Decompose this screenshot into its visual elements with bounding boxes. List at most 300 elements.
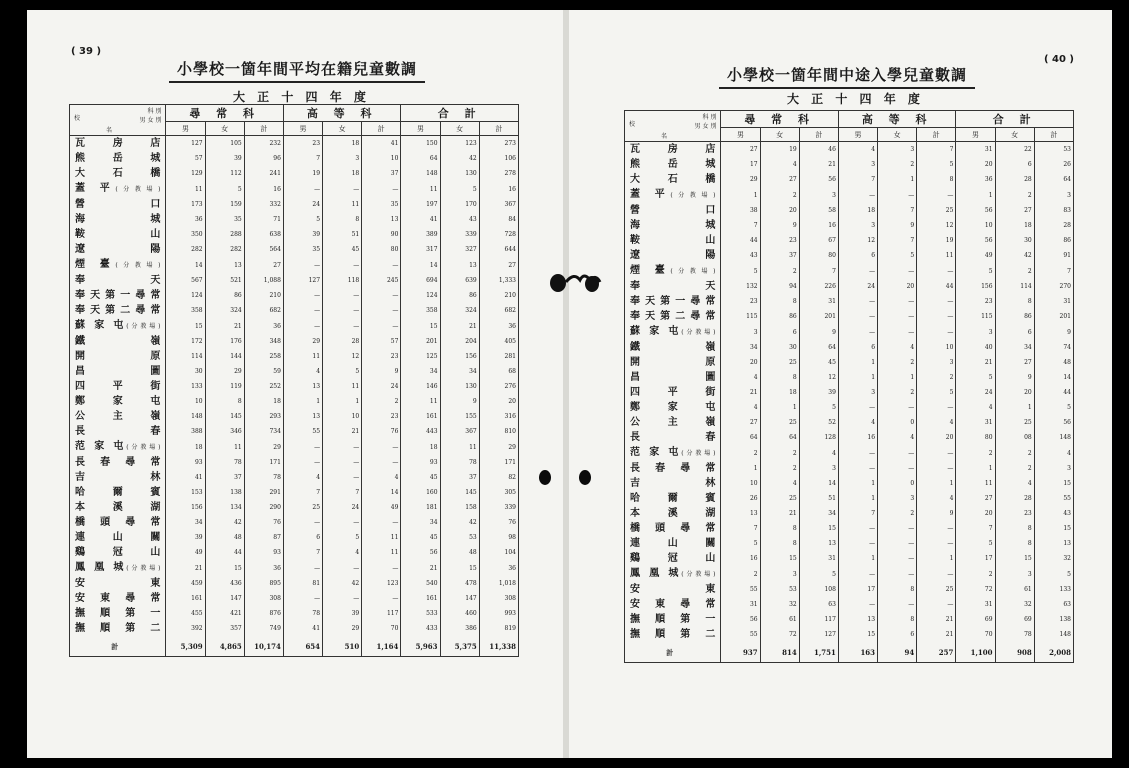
school-name: 四 平 街: [70, 379, 166, 394]
sub-header: 女: [995, 128, 1034, 142]
table-cell: 421: [205, 606, 244, 621]
school-name: 蓋 平(分教場): [625, 187, 721, 203]
table-cell: —: [878, 597, 917, 612]
school-name: 哈 爾 賓: [70, 485, 166, 500]
table-cell: —: [838, 294, 877, 309]
table-cell: 27: [995, 203, 1034, 218]
table-cell: 147: [205, 591, 244, 606]
table-cell: 127: [799, 627, 838, 642]
school-name: 鳳 凰 城(分教場): [625, 566, 721, 582]
table-cell: 28: [1034, 218, 1073, 233]
table-cell: 18: [323, 166, 362, 181]
school-name: 吉 林: [70, 470, 166, 485]
table-cell: 4: [760, 476, 799, 491]
table-cell: 36: [956, 172, 995, 187]
table-cell: 201: [1034, 309, 1073, 324]
table-cell: 21: [721, 385, 760, 400]
table-cell: 42: [323, 576, 362, 591]
school-name: 昌 圖: [625, 370, 721, 385]
table-cell: 27: [479, 257, 518, 273]
table-cell: 9: [760, 218, 799, 233]
school-name: 長 春: [70, 424, 166, 439]
school-name: 奉 天: [70, 273, 166, 288]
table-cell: 148: [166, 409, 205, 424]
table-cell: —: [362, 303, 401, 318]
table-row: [625, 187, 1074, 203]
table-cell: 10: [721, 476, 760, 491]
school-name: 連 山 關: [625, 536, 721, 551]
table-cell: —: [283, 455, 322, 470]
table-row: [70, 136, 519, 152]
table-cell: 12: [838, 233, 877, 248]
table-cell: 241: [244, 166, 283, 181]
table-cell: 160: [401, 485, 440, 500]
table-cell: 11: [956, 476, 995, 491]
table-row: [625, 430, 1074, 445]
table-cell: 16: [479, 181, 518, 197]
table-cell: 1: [917, 551, 956, 566]
binding-hole: [539, 470, 551, 485]
table-cell: 346: [205, 424, 244, 439]
right-page: [569, 10, 1112, 758]
table-cell: 3: [838, 218, 877, 233]
page-number: ( 40 ): [1043, 54, 1074, 65]
table-cell: 148: [1034, 430, 1073, 445]
table-cell: 682: [479, 303, 518, 318]
table-cell: 9: [362, 364, 401, 379]
table-cell: 23: [995, 506, 1034, 521]
school-name: 長 春 尋 常: [625, 461, 721, 476]
table-cell: 63: [799, 597, 838, 612]
table-cell: —: [323, 439, 362, 455]
table-cell: 57: [362, 334, 401, 349]
table-cell: 348: [244, 334, 283, 349]
table-cell: 124: [166, 288, 205, 303]
school-name: 長 春: [625, 430, 721, 445]
table-cell: 3: [838, 157, 877, 172]
table-cell: 55: [721, 582, 760, 597]
school-name: 撫 順 第 一: [70, 606, 166, 621]
table-cell: 7: [956, 521, 995, 536]
table-cell: 27: [244, 257, 283, 273]
page-title: 小學校一箇年間平均在籍兒童數調: [169, 58, 425, 83]
table-cell: 170: [440, 197, 479, 212]
total-cell: 654: [283, 636, 322, 657]
table-cell: 134: [205, 500, 244, 515]
table-cell: 13: [838, 612, 877, 627]
table-cell: 41: [362, 136, 401, 152]
table-cell: 1,333: [479, 273, 518, 288]
table-row: [70, 439, 519, 455]
table-cell: 56: [956, 233, 995, 248]
table-cell: —: [838, 187, 877, 203]
sub-header: 計: [479, 122, 518, 136]
table-cell: 155: [440, 409, 479, 424]
table-row: [625, 370, 1074, 385]
table-cell: 2: [917, 370, 956, 385]
table-cell: 72: [956, 582, 995, 597]
table-cell: 521: [205, 273, 244, 288]
table-cell: 7: [283, 545, 322, 560]
table-cell: 69: [995, 612, 1034, 627]
table-corner-header: 科 別 男 女 別 校 名: [625, 111, 721, 142]
table-row: [625, 309, 1074, 324]
table-cell: 4: [917, 415, 956, 430]
sub-header: 計: [244, 122, 283, 136]
table-row: [625, 445, 1074, 461]
school-name: 吉 林: [625, 476, 721, 491]
school-name: 橋 頭 尋 常: [70, 515, 166, 530]
table-cell: 11: [440, 439, 479, 455]
table-row: [625, 355, 1074, 370]
table-cell: 19: [917, 233, 956, 248]
table-cell: 4: [838, 142, 877, 158]
table-cell: 270: [1034, 279, 1073, 294]
table-cell: 6: [878, 627, 917, 642]
branch-note: (分教場): [670, 192, 716, 199]
table-cell: 70: [362, 621, 401, 636]
page-subtitle: 大 正 十 四 年 度: [233, 90, 370, 104]
table-cell: 8: [760, 536, 799, 551]
table-cell: 15: [799, 521, 838, 536]
table-cell: 197: [401, 197, 440, 212]
table-cell: 48: [440, 545, 479, 560]
table-body: [70, 136, 519, 657]
table-cell: 132: [721, 279, 760, 294]
branch-note: (分教場): [681, 450, 716, 457]
table-cell: 105: [205, 136, 244, 152]
table-cell: 74: [1034, 340, 1073, 355]
table-cell: —: [283, 288, 322, 303]
table-cell: 2: [956, 566, 995, 582]
table-cell: 70: [956, 627, 995, 642]
table-cell: 53: [440, 530, 479, 545]
table-cell: 4: [721, 370, 760, 385]
table-row: [70, 273, 519, 288]
table-cell: 5: [917, 385, 956, 400]
table-cell: —: [362, 439, 401, 455]
table-cell: —: [917, 309, 956, 324]
table-cell: 156: [956, 279, 995, 294]
table-cell: 13: [721, 506, 760, 521]
table-row: [625, 461, 1074, 476]
table-cell: 24: [838, 279, 877, 294]
table-cell: 339: [479, 500, 518, 515]
table-cell: 10: [323, 409, 362, 424]
table-cell: 4: [283, 364, 322, 379]
table-cell: 93: [244, 545, 283, 560]
table-cell: 118: [323, 273, 362, 288]
group-header: 尋 常 科: [166, 105, 283, 122]
table-cell: 1: [721, 187, 760, 203]
table-cell: 810: [479, 424, 518, 439]
table-cell: —: [917, 445, 956, 461]
table-cell: 45: [401, 530, 440, 545]
table-row: [70, 212, 519, 227]
table-cell: 25: [917, 582, 956, 597]
total-cell: 1,751: [799, 642, 838, 663]
table-cell: 38: [721, 203, 760, 218]
table-row: [625, 279, 1074, 294]
table-cell: 37: [205, 470, 244, 485]
table-cell: —: [283, 591, 322, 606]
table-cell: 42: [440, 515, 479, 530]
table-cell: 76: [244, 515, 283, 530]
table-cell: 2: [995, 461, 1034, 476]
mid-year-admission-table: [624, 110, 1074, 663]
table-cell: 405: [479, 334, 518, 349]
table-cell: 21: [401, 560, 440, 576]
table-cell: 389: [401, 227, 440, 242]
table-cell: 2: [878, 506, 917, 521]
school-name: 公 主 嶺: [70, 409, 166, 424]
table-cell: 43: [1034, 506, 1073, 521]
table-cell: 5: [799, 400, 838, 415]
table-cell: 11: [283, 349, 322, 364]
table-cell: 25: [917, 203, 956, 218]
table-cell: 117: [799, 612, 838, 627]
table-cell: 1: [917, 476, 956, 491]
group-header: 高 等 科: [283, 105, 400, 122]
school-name: 煙 臺(分教場): [70, 257, 166, 273]
table-cell: 26: [721, 491, 760, 506]
sub-header: 計: [362, 122, 401, 136]
table-cell: 51: [323, 227, 362, 242]
sub-header: 女: [323, 122, 362, 136]
table-cell: 4: [995, 476, 1034, 491]
table-cell: —: [362, 288, 401, 303]
table-cell: 21: [205, 318, 244, 334]
school-name: 鞍 山: [70, 227, 166, 242]
table-cell: 5: [283, 212, 322, 227]
table-cell: 98: [479, 530, 518, 545]
group-header: 尋 常 科: [721, 111, 838, 128]
table-cell: 20: [721, 355, 760, 370]
table-cell: 58: [799, 203, 838, 218]
table-cell: 291: [244, 485, 283, 500]
table-cell: 145: [440, 485, 479, 500]
table-cell: 308: [244, 591, 283, 606]
table-cell: 36: [244, 318, 283, 334]
table-cell: 27: [760, 172, 799, 187]
table-cell: —: [917, 400, 956, 415]
table-cell: 45: [799, 355, 838, 370]
table-cell: —: [838, 597, 877, 612]
table-cell: 81: [283, 576, 322, 591]
school-name: 本 溪 湖: [70, 500, 166, 515]
table-cell: 39: [205, 151, 244, 166]
table-cell: 159: [205, 197, 244, 212]
table-row: [70, 242, 519, 257]
table-cell: 357: [205, 621, 244, 636]
table-row: [625, 172, 1074, 187]
table-cell: 31: [799, 551, 838, 566]
table-cell: —: [878, 309, 917, 324]
table-cell: 115: [956, 309, 995, 324]
table-cell: 30: [995, 233, 1034, 248]
table-cell: 84: [479, 212, 518, 227]
table-cell: 23: [956, 294, 995, 309]
school-name: 開 原: [70, 349, 166, 364]
table-cell: 123: [440, 136, 479, 152]
table-cell: 5: [323, 364, 362, 379]
school-name: 鄭 家 屯: [625, 400, 721, 415]
table-cell: —: [878, 566, 917, 582]
table-cell: 133: [166, 379, 205, 394]
table-cell: 19: [760, 142, 799, 158]
table-cell: 10: [166, 394, 205, 409]
table-cell: —: [917, 263, 956, 279]
sub-header: 男: [721, 128, 760, 142]
table-cell: —: [917, 324, 956, 340]
table-cell: 9: [917, 506, 956, 521]
table-cell: 459: [166, 576, 205, 591]
school-name: 鷄 冠 山: [70, 545, 166, 560]
table-cell: 125: [401, 349, 440, 364]
table-cell: 34: [401, 364, 440, 379]
school-name: 鄭 家 屯: [70, 394, 166, 409]
table-cell: 14: [362, 485, 401, 500]
table-cell: —: [283, 303, 322, 318]
school-name: 本 溪 湖: [625, 506, 721, 521]
table-cell: 819: [479, 621, 518, 636]
table-cell: 317: [401, 242, 440, 257]
table-cell: 16: [721, 551, 760, 566]
table-cell: —: [283, 181, 322, 197]
table-cell: 3: [721, 324, 760, 340]
table-cell: 156: [166, 500, 205, 515]
table-cell: 8: [323, 212, 362, 227]
table-cell: 114: [995, 279, 1034, 294]
table-cell: 148: [401, 166, 440, 181]
table-cell: 86: [760, 309, 799, 324]
sub-header: 女: [878, 128, 917, 142]
table-cell: 20: [878, 279, 917, 294]
table-cell: 23: [362, 349, 401, 364]
enrollment-table: [69, 104, 519, 657]
table-cell: —: [917, 187, 956, 203]
table-cell: —: [878, 551, 917, 566]
table-cell: 4: [956, 400, 995, 415]
table-cell: 25: [760, 491, 799, 506]
table-cell: 69: [956, 612, 995, 627]
total-cell: 10,174: [244, 636, 283, 657]
table-cell: 42: [440, 151, 479, 166]
table-cell: 28: [995, 491, 1034, 506]
branch-note: (分教場): [681, 329, 716, 336]
table-cell: 4: [362, 470, 401, 485]
table-cell: 104: [479, 545, 518, 560]
table-cell: 876: [244, 606, 283, 621]
school-name: 奉天第一尋常: [70, 288, 166, 303]
school-name: 撫 順 第 二: [625, 627, 721, 642]
table-cell: 8: [878, 582, 917, 597]
sub-header: 計: [917, 128, 956, 142]
table-cell: 7: [1034, 263, 1073, 279]
table-cell: 63: [1034, 597, 1073, 612]
table-cell: 7: [878, 203, 917, 218]
table-cell: 3: [1034, 461, 1073, 476]
school-name: 奉天第二尋常: [625, 309, 721, 324]
table-cell: 18: [995, 218, 1034, 233]
table-cell: 367: [479, 197, 518, 212]
table-cell: —: [878, 400, 917, 415]
table-cell: 115: [721, 309, 760, 324]
total-cell: 5,375: [440, 636, 479, 657]
table-cell: 93: [401, 455, 440, 470]
table-cell: 78: [995, 627, 1034, 642]
branch-note: (分教場): [115, 262, 161, 269]
table-cell: 147: [440, 591, 479, 606]
table-cell: 204: [440, 334, 479, 349]
table-cell: 119: [205, 379, 244, 394]
table-cell: 436: [205, 576, 244, 591]
table-cell: 392: [166, 621, 205, 636]
table-cell: 455: [166, 606, 205, 621]
table-row: [70, 485, 519, 500]
table-cell: 31: [799, 294, 838, 309]
table-cell: 20: [995, 385, 1034, 400]
school-name: 蓋 平(分教場): [70, 181, 166, 197]
table-cell: 15: [1034, 476, 1073, 491]
table-cell: 27: [721, 415, 760, 430]
table-cell: 80: [362, 242, 401, 257]
table-cell: 433: [401, 621, 440, 636]
table-row: [625, 627, 1074, 642]
table-cell: 21: [917, 612, 956, 627]
table-row: [625, 142, 1074, 158]
table-cell: 2: [760, 461, 799, 476]
table-cell: 10: [362, 151, 401, 166]
table-row: [70, 409, 519, 424]
school-name: 海 城: [70, 212, 166, 227]
table-cell: 24: [362, 379, 401, 394]
table-cell: 7: [323, 485, 362, 500]
table-cell: 388: [166, 424, 205, 439]
table-cell: —: [838, 521, 877, 536]
table-cell: 3: [799, 187, 838, 203]
table-cell: 2: [760, 263, 799, 279]
table-cell: 2: [956, 445, 995, 461]
table-cell: 61: [760, 612, 799, 627]
table-cell: 15: [401, 318, 440, 334]
table-cell: 3: [838, 385, 877, 400]
table-cell: 23: [362, 409, 401, 424]
table-cell: —: [878, 461, 917, 476]
table-cell: 41: [283, 621, 322, 636]
table-row: [625, 340, 1074, 355]
table-cell: 27: [721, 142, 760, 158]
table-cell: 2: [995, 187, 1034, 203]
table-cell: 6: [838, 340, 877, 355]
school-name: 范 家 屯(分教場): [625, 445, 721, 461]
table-cell: 128: [799, 430, 838, 445]
table-cell: 112: [205, 166, 244, 181]
table-cell: 460: [440, 606, 479, 621]
table-cell: 0: [878, 476, 917, 491]
table-cell: —: [323, 591, 362, 606]
table-cell: 18: [323, 136, 362, 152]
table-cell: 32: [1034, 551, 1073, 566]
table-cell: 21: [166, 560, 205, 576]
sub-header: 女: [440, 122, 479, 136]
table-cell: 1: [838, 551, 877, 566]
table-cell: 176: [205, 334, 244, 349]
school-name: 長 春 尋 常: [70, 455, 166, 470]
branch-note: (分教場): [126, 323, 161, 330]
table-cell: 68: [479, 364, 518, 379]
table-cell: 27: [956, 491, 995, 506]
